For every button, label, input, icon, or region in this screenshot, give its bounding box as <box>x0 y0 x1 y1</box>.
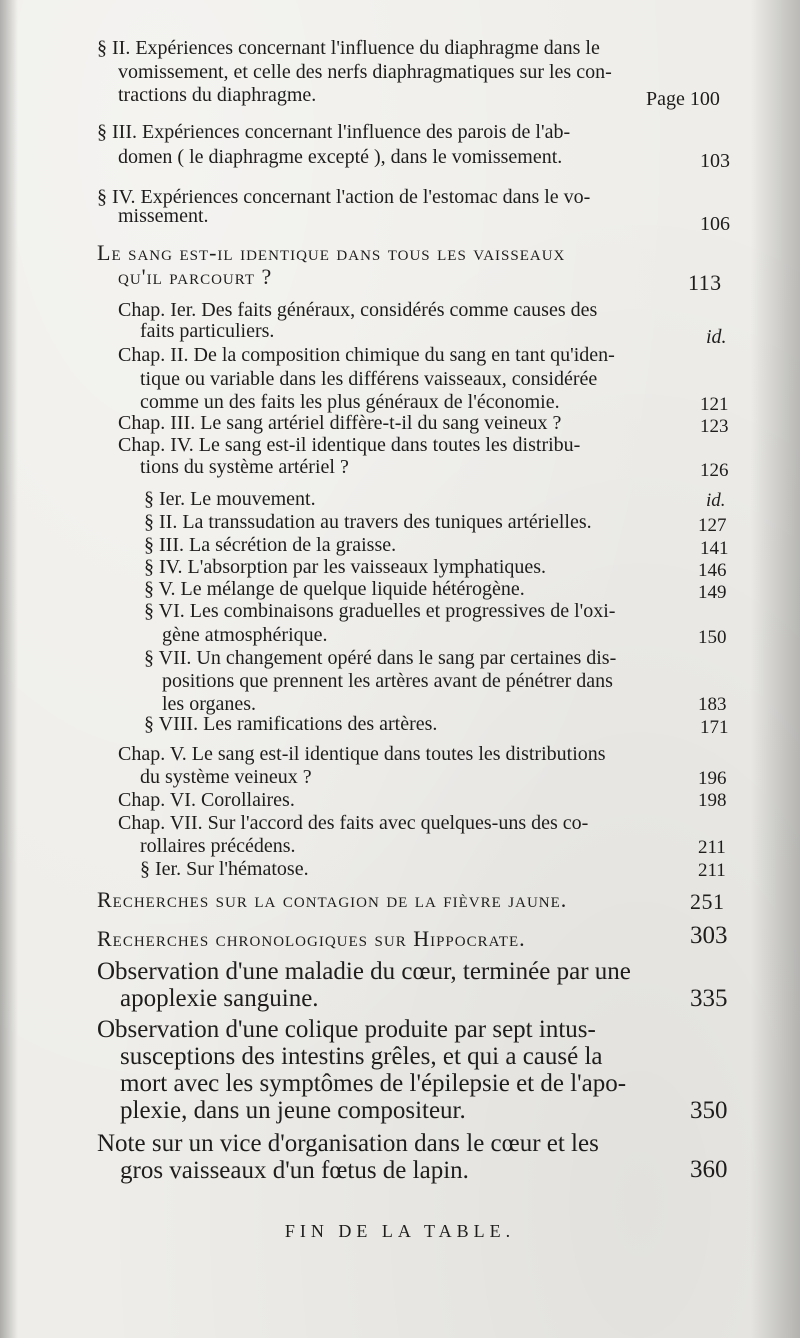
page-number: 171 <box>700 717 729 738</box>
toc-line: positions que prennent les artères avant de pénétrer dans <box>162 670 613 692</box>
toc-heading: Observation d'une maladie du cœur, terminée par une <box>97 958 631 985</box>
toc-heading: Observation d'une colique produite par sept intus- <box>97 1016 596 1043</box>
toc-heading: Le sang est-il identique dans tous les vaisseaux <box>97 240 566 265</box>
toc-line: les organes. <box>162 693 257 715</box>
toc-line: Chap. V. Le sang est-il identique dans toutes les distributions <box>118 743 606 765</box>
page-number: 126 <box>700 460 729 481</box>
toc-line: vomissement, et celle des nerfs diaphragmatiques sur les con- <box>118 61 612 83</box>
page-number: Page 100 <box>646 88 720 110</box>
toc-line: § IV. Expériences concernant l'action de l'estomac dans le vo- <box>97 186 591 208</box>
toc-line: faits particuliers. <box>140 320 275 342</box>
page-number: id. <box>706 490 726 511</box>
page-gutter-shadow <box>0 0 18 1338</box>
toc-line: § Ier. Sur l'hématose. <box>140 858 309 880</box>
page-number: 350 <box>690 1097 728 1124</box>
page-number: id. <box>706 326 727 348</box>
page-number: 123 <box>700 416 729 437</box>
page-edge-shadow <box>750 0 800 1338</box>
page-number: 251 <box>690 889 725 914</box>
page-number: 211 <box>698 860 726 881</box>
toc-line: gène atmosphérique. <box>162 624 328 646</box>
page-number: 141 <box>700 538 729 559</box>
end-of-table: FIN DE LA TABLE. <box>284 1221 516 1241</box>
page-number: 103 <box>700 150 730 172</box>
toc-heading: Note sur un vice d'organisation dans le cœur et les <box>97 1130 599 1157</box>
page-number: 198 <box>698 790 727 811</box>
toc-line: Chap. III. Le sang artériel diffère-t-il du sang veineux ? <box>118 412 562 434</box>
toc-line: apoplexie sanguine. <box>120 985 319 1012</box>
toc-line: tractions du diaphragme. <box>118 84 317 106</box>
toc-line: Chap. II. De la composition chimique du sang en tant qu'iden- <box>118 344 615 366</box>
page-number: 149 <box>698 582 727 603</box>
toc-line: susceptions des intestins grêles, et qui a causé la <box>120 1043 603 1070</box>
toc-line: § V. Le mélange de quelque liquide hétérogène. <box>144 578 525 600</box>
toc-line: tique ou variable dans les différens vaisseaux, considérée <box>140 368 598 390</box>
page-number: 127 <box>698 515 727 536</box>
toc-line: Chap. IV. Le sang est-il identique dans toutes les distribu- <box>118 434 581 456</box>
page-number: 113 <box>688 270 722 295</box>
toc-line: § III. Expériences concernant l'influence des parois de l'ab- <box>97 121 571 143</box>
toc-line: du système veineux ? <box>140 766 312 788</box>
toc-heading: Recherches sur la contagion de la fièvre jaune. <box>97 887 568 912</box>
toc-line: missement. <box>118 205 209 227</box>
toc-line: Chap. VII. Sur l'accord des faits avec quelques-uns des co- <box>118 812 589 834</box>
page-number: 146 <box>698 560 727 581</box>
page-number: 196 <box>698 768 727 789</box>
toc-line: § II. Expériences concernant l'influence du diaphragme dans le <box>97 37 600 59</box>
toc-line: gros vaisseaux d'un fœtus de lapin. <box>120 1157 469 1184</box>
toc-line: plexie, dans un jeune compositeur. <box>120 1097 466 1124</box>
toc-line: domen ( le diaphragme excepté ), dans le vomissement. <box>118 146 563 168</box>
toc-line: § II. La transsudation au travers des tuniques artérielles. <box>144 511 592 533</box>
page-number: 303 <box>690 922 728 949</box>
toc-line: § VI. Les combinaisons graduelles et progressives de l'oxi- <box>144 600 616 622</box>
page-number: 106 <box>700 213 730 235</box>
toc-line: § VII. Un changement opéré dans le sang par certaines dis- <box>144 647 617 669</box>
toc-heading: qu'il parcourt ? <box>118 264 273 289</box>
toc-line: § IV. L'absorption par les vaisseaux lymphatiques. <box>144 556 547 578</box>
toc-line: Chap. VI. Corollaires. <box>118 789 295 811</box>
toc-line: § VIII. Les ramifications des artères. <box>144 713 438 735</box>
page-number: 121 <box>700 394 729 415</box>
toc-line: rollaires précédens. <box>140 835 296 857</box>
page-number: 150 <box>698 627 727 648</box>
page-number: 360 <box>690 1156 728 1183</box>
toc-line: § III. La sécrétion de la graisse. <box>144 534 397 556</box>
page-number: 335 <box>690 985 728 1012</box>
page-number: 183 <box>698 694 727 715</box>
toc-line: tions du système artériel ? <box>140 456 349 478</box>
page-number: 211 <box>698 837 726 858</box>
toc-line: mort avec les symptômes de l'épilepsie et de l'apo- <box>120 1070 627 1097</box>
toc-line: comme un des faits les plus généraux de l'économie. <box>140 391 560 413</box>
toc-heading: Recherches chronologiques sur Hippocrate. <box>97 926 526 951</box>
toc-line: Chap. Ier. Des faits généraux, considérés comme causes des <box>118 299 598 321</box>
toc-line: § Ier. Le mouvement. <box>144 488 316 510</box>
